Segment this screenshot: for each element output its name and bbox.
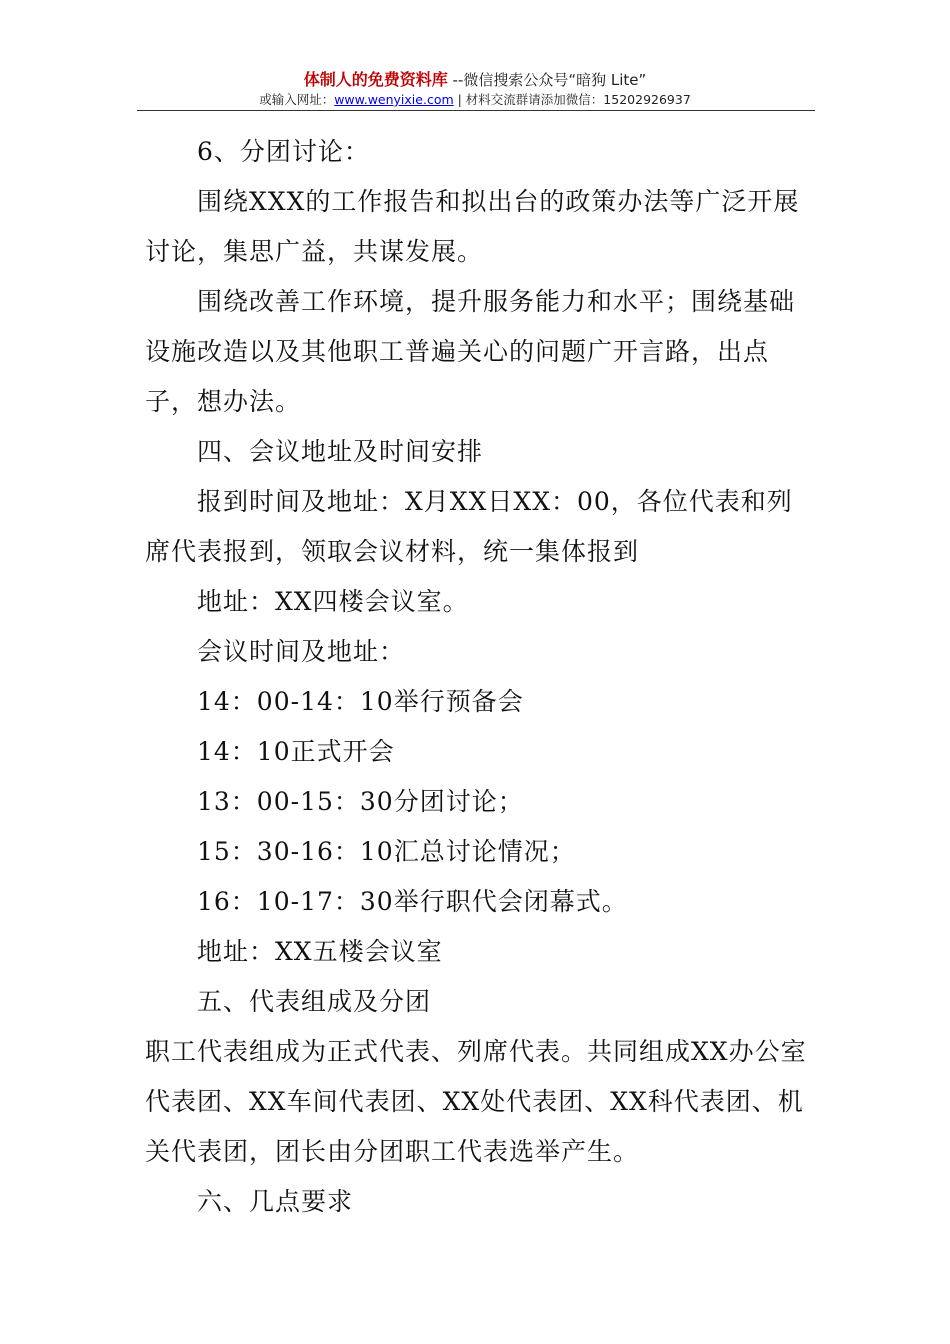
section-4-heading: 四、会议地址及时间安排 [197, 437, 484, 466]
document-body [145, 127, 815, 1227]
paragraph-meeting-address: 地址：XX五楼会议室 [197, 937, 443, 966]
paragraph-discussion-1: 围绕XXX的工作报告和拟出台的政策办法等广泛开展讨论，集思广益，共谋发展。 [145, 187, 800, 266]
schedule-item-4: 15：30-16：10汇总讨论情况； [197, 837, 576, 866]
paragraph-checkin-address: 地址：XX四楼会议室。 [197, 587, 469, 616]
header-divider [137, 110, 815, 111]
header-brand: 体制人的免费资料库 [303, 70, 448, 89]
schedule-item-5: 16：10-17：30举行职代会闭幕式。 [197, 887, 628, 916]
paragraph-discussion-2: 围绕改善工作环境，提升服务能力和水平；围绕基础设施改造以及其他职工普遍关心的问题广开言路，出点子，想办法。 [145, 287, 796, 416]
schedule-item-1: 14：00-14：10举行预备会 [197, 687, 524, 716]
header-line-1 [0, 70, 950, 90]
header-contact: | 材料交流群请添加微信：15202926937 [457, 92, 691, 107]
header-line-2 [0, 91, 950, 109]
section-6-heading: 六、几点要求 [197, 1187, 354, 1216]
paragraph-checkin: 报到时间及地址：X月XX日XX：00，各位代表和列席代表报到，领取会议材料，统一集体报到 [145, 487, 793, 566]
section-5-heading: 五、代表组成及分团 [197, 987, 432, 1016]
watermark-header [0, 70, 950, 109]
paragraph-delegates: 职工代表组成为正式代表、列席代表。共同组成XX办公室代表团、XX车间代表团、XX处代表团、XX科代表团、机关代表团，团长由分团职工代表选举产生。 [145, 1037, 807, 1166]
header-url-prefix: 或输入网址： [259, 92, 335, 107]
schedule-item-3: 13：00-15：30分团讨论； [197, 787, 524, 816]
header-url-link[interactable]: www.wenyixie.com [334, 92, 454, 107]
header-tagline: --微信搜索公众号“暗狗 Lite” [452, 71, 647, 89]
schedule-item-2: 14：10正式开会 [197, 737, 395, 766]
item-6-heading: 6、分团讨论： [197, 137, 370, 166]
paragraph-meeting-time-label: 会议时间及地址： [197, 637, 406, 666]
